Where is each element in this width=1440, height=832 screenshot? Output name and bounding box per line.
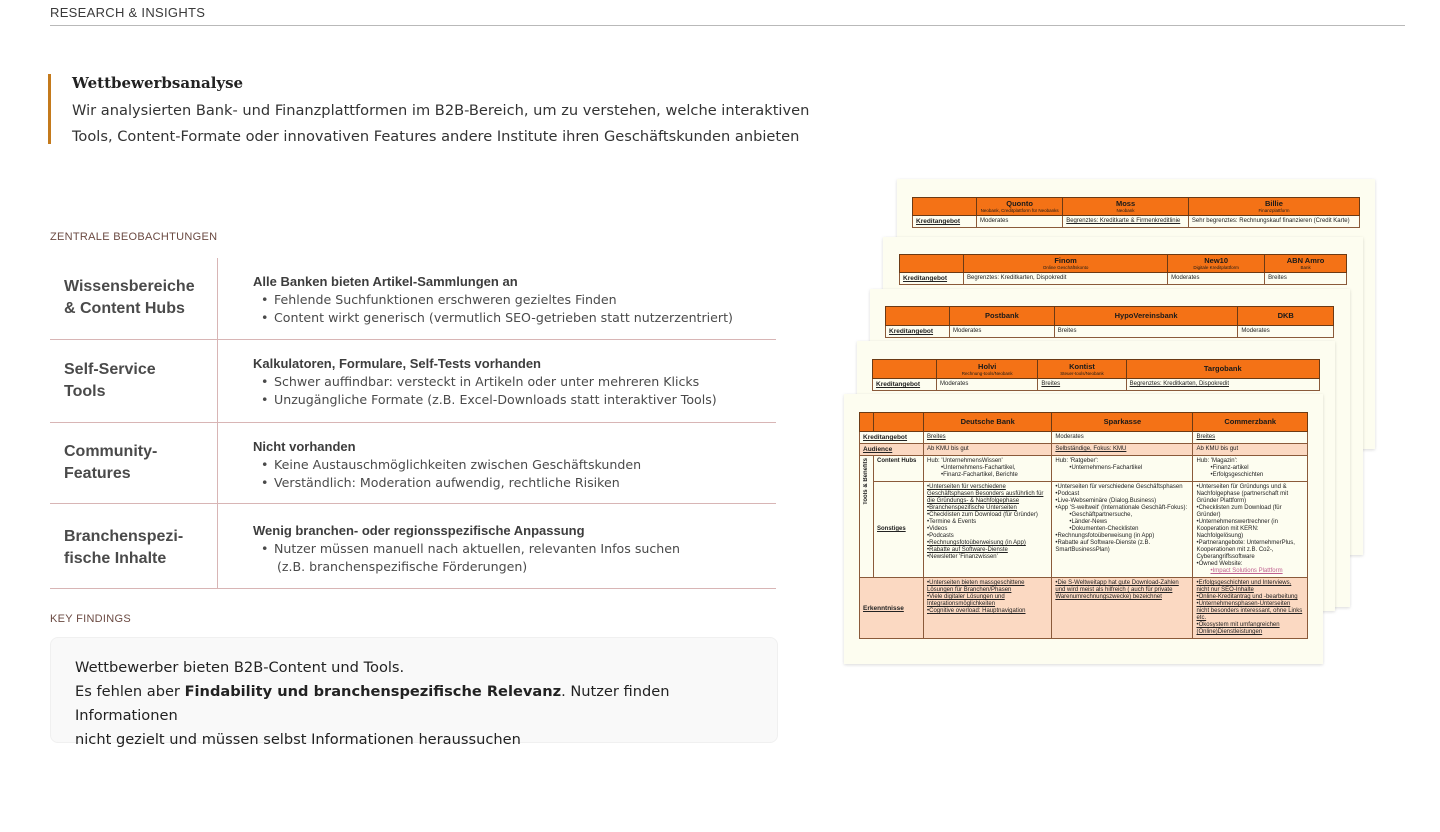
intro-text bbox=[72, 98, 838, 150]
finding-highlight: Findability und branchenspezifische Relevanz bbox=[184, 683, 562, 700]
observation-point: • Nutzer müssen manuell nach aktuellen, relevanten Infos suchen (z.B. branchenspezifische Förderungen) bbox=[261, 540, 776, 576]
key-findings-box: Wettbewerber bieten B2B-Content und Tools. Es fehlen aber Findability und branchenspezifische Relevanz. Nutzer finden Informationen nicht gezielt und müssen selbst Informationen heraussuchen bbox=[50, 637, 778, 743]
observation-point: • Fehlende Suchfunktionen erschweren gezieltes Finden bbox=[261, 291, 776, 309]
observation-detail bbox=[218, 258, 776, 339]
observation-row bbox=[50, 423, 776, 504]
page-title: Wettbewerbsanalyse bbox=[72, 74, 244, 92]
observation-category: Community- Features bbox=[50, 423, 218, 503]
observation-point: • Unzugängliche Formate (z.B. Excel-Downloads statt interaktiver Tools) bbox=[261, 391, 776, 409]
observation-point: • Keine Austauschmöglichkeiten zwischen Geschäftskunden bbox=[261, 456, 776, 474]
observations-label: ZENTRALE BEOBACHTUNGEN bbox=[50, 231, 218, 243]
observation-row bbox=[50, 258, 776, 340]
competitor-table-card-main: Deutsche Bank Sparkasse Commerzbank Kreditangebot Breites Moderates Breites Audience Ab KMU bis gut Selbständige, Fokus: KMU Ab KMU bis gut Tools & Benefits Content Hubs Hub: 'UnternehmensWissen' • Unternehmens-Fachartikel, • Finanz-Fachartikel, Berichte Hub: 'Ratgeber': • Unternehmens-Fachartikel Hub: 'Magazin': • Finanz-artikel • Erfolgsgeschichten Sonstiges • Unterseiten für verschiedene Geschäftsphasen Besonders ausführlich für die Gründungs- & Nachfolgephase • Branchenspezifische Unterseiten • Checklisten zum Download (für Gründer) • Termine & Events • Videos • Podcasts • Rechnungsfotoüberweisung (in App) • Rabatte auf Software-Dienste • Newsletter 'Finanzwissen' • Unterseiten für verschiedene Geschäftsphasen • Podcast • Live-Webseminäre (Dialog.Business) • App 'S-weltweit' (Internationale Geschäft-Fokus): • Geschäftpartnersuche, • Länder-News • Dokumenten-Checklisten • Rechnungsfotoüberweisung (in App) • Rabatte auf Software-Dienste (z.B. SmartBusinessPlan) • Unterseiten für Gründungs und & Nachfolgephase (partnerschaft mit Gründer Plattform) • Checklisten zum Download (für Gründer) • Unternehmenswertrechner (in Kooperation mit KERN: Nachfolgelösung) • Partnerangebote: UnternehmerPlus, Kooperationen mit z.B. Co2-, Cyberangriffssoftware • Owned Website: • Impact Solutions Plattform Erkenntnisse • Unterseiten bieten massgeschittene Lösungen für Branchen/Phasen • Viele digitaler Lösungen und Integrationsmöglichkeiten • Cognitive overload: Hauptnavigation • Die S-Weltweitapp hat gute Download-Zahlen und wird meist als hilfreich ( auch für private Warenumrechnungszwecke) bezeichnet • Erfolgsgeschichten und Interviews, nicht nur SEO-Inhalte • Online-Kreditantrag und -bearbeitung • Unternehmensphasen-Unterseiten nicht besonders interessant, ohne Links etc. • Ökosystem mit umfangreichen (Online)Dienstleistungen bbox=[844, 394, 1323, 664]
observation-detail bbox=[218, 423, 776, 503]
observation-category: Self-Service Tools bbox=[50, 340, 218, 422]
intro-block bbox=[48, 74, 838, 144]
observation-category: Wissensbereiche & Content Hubs bbox=[50, 258, 218, 339]
finding-line-3: nicht gezielt und müssen selbst Informationen heraussuchen bbox=[75, 731, 521, 748]
observation-row bbox=[50, 340, 776, 423]
top-bar bbox=[50, 4, 1405, 26]
observations-table bbox=[50, 258, 776, 589]
observation-category: Branchenspezi- fische Inhalte bbox=[50, 504, 218, 588]
competitor-table-card: Holvi Rechnung-tools/Neobank Kontist Steuer-tools/Neobank Targobank Kreditangebot Moderates Breites Begrenztes: Kreditkarten, Dispokredit bbox=[857, 341, 1335, 611]
competitor-table-card: Finom Online Geschäftskonto New10 Digitale Kreditplattform ABN Amro Bank Kreditangebot Begrenztes: Kreditkarten, Dispokredit Moderates Breites bbox=[883, 237, 1363, 555]
section-header: RESEARCH & INSIGHTS bbox=[50, 5, 206, 20]
observation-headline: Kalkulatoren, Formulare, Self-Tests vorhanden bbox=[253, 356, 541, 371]
findings-label: KEY FINDINGS bbox=[50, 613, 132, 625]
observation-point: • Content wirkt generisch (vermutlich SEO-getrieben statt nutzerzentriert) bbox=[261, 309, 776, 327]
intro-line-2: Tools, Content-Formate oder innovativen Features andere Institute ihren Geschäftskunden anbieten bbox=[72, 128, 800, 145]
observation-point: • Verständlich: Moderation aufwendig, rechtliche Risiken bbox=[261, 474, 776, 492]
observation-headline: Wenig branchen- oder regionsspezifische Anpassung bbox=[253, 523, 585, 538]
observation-point: • Schwer auffindbar: versteckt in Artikeln oder unter mehreren Klicks bbox=[261, 373, 776, 391]
observation-headline: Alle Banken bieten Artikel-Sammlungen an bbox=[253, 274, 518, 289]
intro-line-1: Wir analysierten Bank- und Finanzplattformen im B2B-Bereich, um zu verstehen, welche interaktiven bbox=[72, 102, 810, 119]
finding-line-1: Wettbewerber bieten B2B-Content und Tools. bbox=[75, 659, 405, 676]
observation-headline: Nicht vorhanden bbox=[253, 439, 356, 454]
observation-row bbox=[50, 504, 776, 589]
observation-detail bbox=[218, 504, 776, 588]
observation-detail bbox=[218, 340, 776, 422]
competitor-table-card: Postbank HypoVereinsbank DKB Kreditangebot Moderates Breites Moderates bbox=[870, 289, 1350, 607]
competitor-table-card: Quonto Neobank, Creditplattform für Neobanks Moss Neobank Billie Finanzplattform Kreditangebot Moderates Begrenztes: Kreditkarte & Firmenkreditlinie Sehr begrenztes: Rechnungskauf finanzieren (Credit Karte) bbox=[897, 179, 1375, 449]
